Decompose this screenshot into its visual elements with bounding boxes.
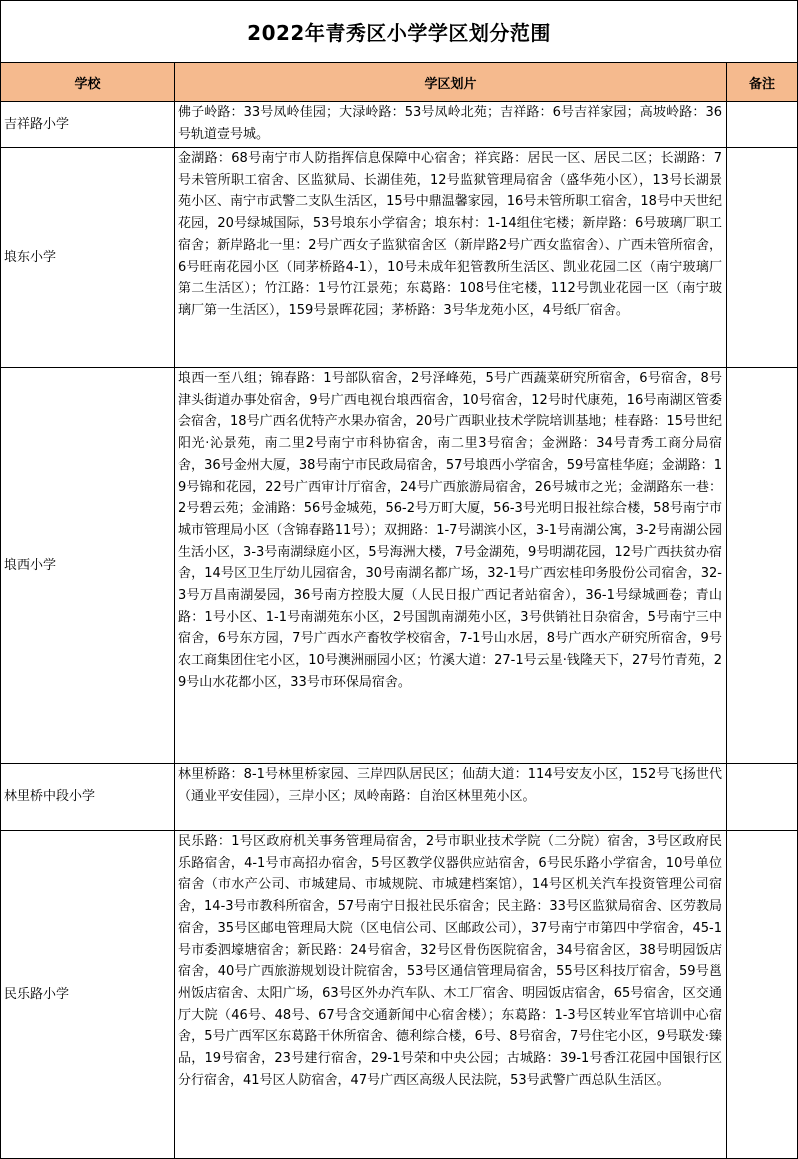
table-row — [1, 102, 798, 148]
table-header-row — [1, 63, 798, 102]
note-cell — [727, 764, 798, 831]
note-cell — [727, 368, 798, 764]
table-row — [1, 764, 798, 831]
district-area: 民乐路：1号区政府机关事务管理局宿舍，2号市职业技术学院（二分院）宿舍，3号区政府民乐路宿舍，4-1号市高招办宿舍，5号区教学仪器供应站宿舍，6号民乐路小学宿舍，10号单位宿舍（市水产公司、市城建局、市城规院、市城建档案馆），14号区机关汽车投资管理公司宿舍，14-3号市教科所宿舍，57号南宁日报社民乐宿舍；民主路：33号区监狱局宿舍、区劳教局宿舍，35号区邮电管理局大院（区电信公司、区邮政公司），37号南宁市第四中学宿舍，45-1号市委泗壕塘宿舍；新民路：24号宿舍，32号区骨伤医院宿舍，34号宿舍区，38号明园饭店宿舍，40号广西旅游规划设计院宿舍，53号区通信管理局宿舍，55号区科技厅宿舍，59号邕州饭店宿舍、太阳广场，63号区外办汽车队、木工厂宿舍、明园饭店宿舍，65号宿舍，区交通厅大院（46号、48号、67号含交通新闻中心宿舍楼）；东葛路：1-3号区转业军官培训中心宿舍，5号广西军区东葛路干休所宿舍、德利综合楼，6号、8号宿舍，7号住宅小区，9号联发·臻品，19号宿舍，23号建行宿舍，29-1号荣和中央公园；古城路：39-1号香江花园中国银行区分行宿舍，41号区人防宿舍，47号广西区高级人民法院，53号武警广西总队生活区。 — [175, 831, 727, 1159]
note-cell — [727, 831, 798, 1159]
district-area: 埌西一至八组；锦春路：1号部队宿舍，2号泽峰苑，5号广西蔬菜研究所宿舍，6号宿舍，8号津头街道办事处宿舍，9号广西电视台埌西宿舍，10号宿舍，12号时代康苑，16号南湖区管委会宿舍，18号广西名优特产水果办宿舍，20号广西职业技术学院培训基地；桂春路：15号世纪阳光·沁景苑，南二里2号南宁市科协宿舍，南二里3号宿舍；金洲路：34号青秀工商分局宿舍，36号金州大厦，38号南宁市民政局宿舍，57号埌西小学宿舍，59号富桂华庭；金湖路：19号锦和花园，22号广西审计厅宿舍，24号广西旅游局宿舍，26号城市之光；金湖路东一巷：2号碧云苑；金浦路：56号金城苑，56-2号万町大厦，56-3号光明日报社综合楼，58号南宁市城市管理局小区（含锦春路11号）；双拥路：1-7号湖滨小区，3-1号南湖公寓，3-2号南湖公园生活小区，3-3号南湖绿庭小区，5号海洲大楼，7号金湖苑，9号明湖花园，12号广西扶贫办宿舍，14号区卫生厅幼儿园宿舍，30号南湖名都广场，32-1号广西宏桂印务股份公司宿舍，32-3号万昌南湖晏园，36号南方控股大厦（人民日报广西记者站宿舍），36-1号绿城画卷；青山路：1号小区、1-1号南湖苑东小区，2号国凯南湖苑小区，3号供销社日杂宿舍，5号南宁三中宿舍，6号东方园，7号广西水产畜牧学校宿舍，7-1号山水居，8号广西水产研究所宿舍，9号农工商集团住宅小区，10号澳洲丽园小区；竹溪大道：27-1号云星·钱隆天下，27号竹青苑，29号山水花都小区，33号市环保局宿舍。 — [175, 368, 727, 764]
page-title: 2022年青秀区小学学区划分范围 — [1, 1, 798, 63]
district-area: 佛子岭路：33号凤岭佳园；大渌岭路：53号凤岭北苑；吉祥路：6号吉祥家园；高坡岭路：36号轨道壹号城。 — [175, 102, 727, 148]
school-name: 林里桥中段小学 — [1, 764, 175, 831]
school-name: 吉祥路小学 — [1, 102, 175, 148]
school-name: 埌西小学 — [1, 368, 175, 764]
table-row — [1, 831, 798, 1159]
district-area: 金湖路：68号南宁市人防指挥信息保障中心宿舍；祥宾路：居民一区、居民二区；长湖路：7号未管所职工宿舍、区监狱局、长湖佳苑，12号监狱管理局宿舍（盛华苑小区），13号长湖景苑小区、南宁市武警二支队生活区，15号中鼎温馨家园，16号未管所职工宿舍，18号中天世纪花园，20号绿城国际，53号埌东小学宿舍；埌东村：1-14组住宅楼；新岸路：6号玻璃厂职工宿舍；新岸路北一里：2号广西女子监狱宿舍区（新岸路2号广西女监宿舍）、广西未管所宿舍，6号旺南花园小区（同茅桥路4-1），10号未成年犯管教所生活区、凯业花园二区（南宁玻璃厂第二生活区）；竹江路：1号竹江景苑；东葛路：108号住宅楼，112号凯业花园一区（南宁玻璃厂第一生活区），159号景晖花园；茅桥路：3号华龙苑小区，4号纸厂宿舍。 — [175, 148, 727, 368]
school-name: 埌东小学 — [1, 148, 175, 368]
district-area: 林里桥路：8-1号林里桥家园、三岸四队居民区；仙葫大道：114号安友小区，152号飞扬世代（通业平安佳园），三岸小区；凤岭南路：自治区林里苑小区。 — [175, 764, 727, 831]
header-area: 学区划片 — [175, 63, 727, 102]
table-row — [1, 148, 798, 368]
header-school: 学校 — [1, 63, 175, 102]
header-note: 备注 — [727, 63, 798, 102]
note-cell — [727, 102, 798, 148]
school-name: 民乐路小学 — [1, 831, 175, 1159]
note-cell — [727, 148, 798, 368]
table-row — [1, 368, 798, 764]
